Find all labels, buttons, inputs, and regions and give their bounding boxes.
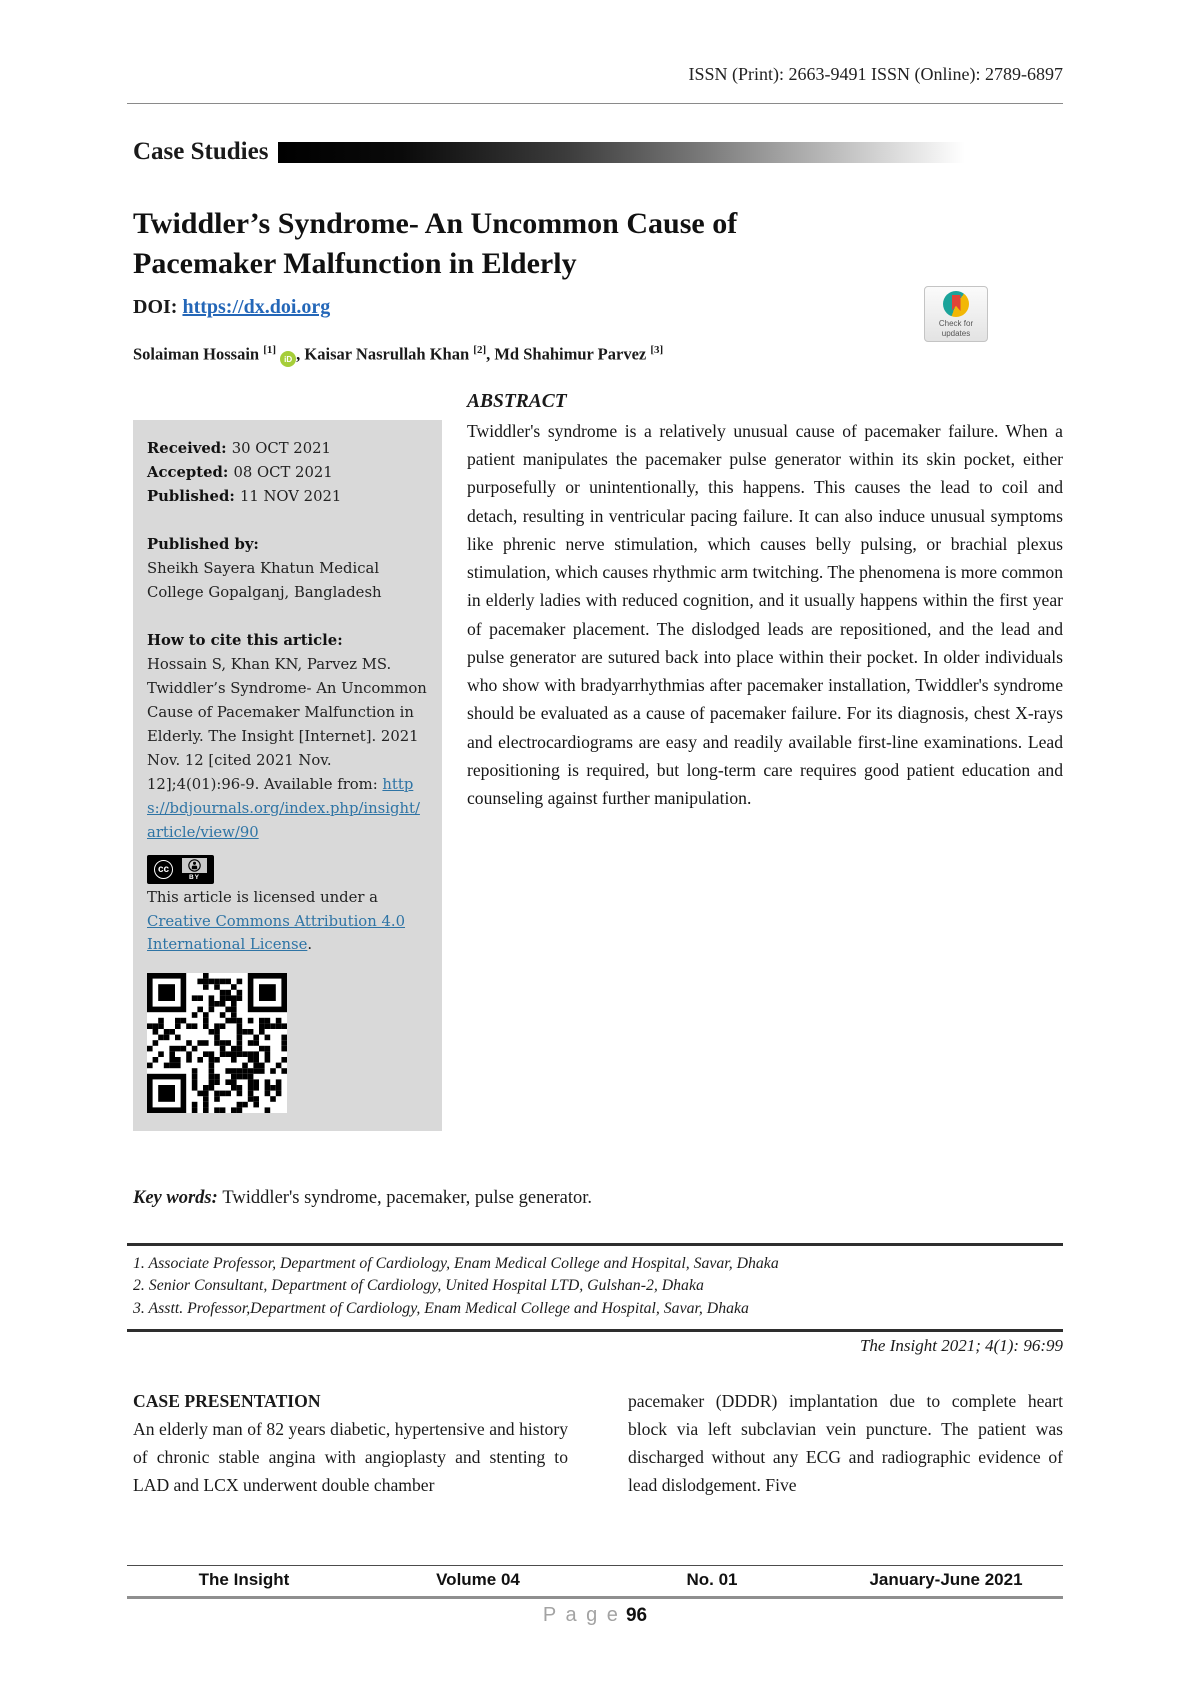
author-separator: , <box>296 344 305 364</box>
page-word: P a g e <box>542 1604 620 1626</box>
author-1-affiliation-mark: [1] <box>263 344 277 356</box>
abstract-section <box>467 391 1063 812</box>
footer-number: No. 01 <box>686 1570 738 1589</box>
published-by-value: Sheikh Sayera Khatun Medical College Gopalganj, Bangladesh <box>147 559 382 601</box>
license-statement: This article is licensed under a Creative Commons Attribution 4.0 International License. <box>147 888 405 954</box>
footer-volume: Volume 04 <box>436 1570 520 1589</box>
affiliation-2: 2. Senior Consultant, Department of Cardiology, United Hospital LTD, Gulshan-2, Dhaka <box>133 1277 704 1295</box>
crossmark-logo-icon <box>943 291 969 317</box>
how-to-cite-label: How to cite this article: <box>147 631 343 649</box>
author-list <box>133 344 663 367</box>
footer-issue-period: January-June 2021 <box>869 1570 1023 1589</box>
spacer <box>147 605 428 629</box>
case-right-text: pacemaker (DDDR) implantation due to complete heart block via left subclavian vein puncture. The patient was discharged without any ECG and radiographic evidence of lead dislodgement. Five <box>628 1391 1063 1496</box>
case-left-column <box>133 1387 568 1500</box>
gradient-bar <box>278 142 965 163</box>
keywords-line <box>133 1188 592 1209</box>
author-3-affiliation-mark: [3] <box>650 344 664 356</box>
article-title: Twiddler’s Syndrome- An Uncommon Cause of Pacemaker Malfunction in Elderly <box>133 207 738 280</box>
author-2-affiliation-mark: [2] <box>473 344 487 356</box>
doi-link[interactable]: https://dx.doi.org <box>182 296 331 318</box>
cc-icon: cc <box>154 860 173 879</box>
received-line: Received: 30 OCT 2021 <box>147 440 331 457</box>
journal-citation-line: The Insight 2021; 4(1): 96:99 <box>859 1336 1063 1355</box>
orcid-icon[interactable]: iD <box>280 351 296 367</box>
doi-label: DOI: <box>133 296 183 318</box>
case-left-text: An elderly man of 82 years diabetic, hypertensive and history of chronic stable angina with angioplasty and stenting to LAD and LCX underwent double chamber <box>133 1419 568 1496</box>
doi-line <box>133 296 330 319</box>
page-number-line <box>0 1604 1190 1627</box>
cc-person-icon <box>182 858 207 873</box>
header-divider <box>127 103 1063 104</box>
published-line: Published: 11 NOV 2021 <box>147 487 342 505</box>
license-link[interactable]: Creative Commons Attribution 4.0 International License <box>147 912 405 954</box>
author-separator: , <box>486 344 495 364</box>
article-meta-box <box>133 420 442 1131</box>
case-presentation-heading: CASE PRESENTATION <box>133 1391 321 1411</box>
keywords-label: Key words: <box>133 1188 223 1208</box>
issn-line: ISSN (Print): 2663-9491 ISSN (Online): 2789-6897 <box>688 64 1063 84</box>
citation-url-link[interactable]: https://bdjournals.org/index.php/insight/article/view/90 <box>147 775 420 841</box>
page-number: 96 <box>625 1605 648 1626</box>
author-1: Solaiman Hossain <box>133 344 264 364</box>
cc-by-badge <box>147 855 214 884</box>
section-label: Case Studies <box>133 138 269 165</box>
crossmark-label: Check for updates <box>938 319 974 338</box>
section-header <box>133 138 965 166</box>
page-footer <box>127 1565 1063 1599</box>
author-2: Kaisar Nasrullah Khan <box>304 344 474 364</box>
published-by-label: Published by: <box>147 535 259 553</box>
citation-text: Hossain S, Khan KN, Parvez MS. Twiddler’s Syndrome- An Uncommon Cause of Pacemaker Malfunction in Elderly. The Insight [Internet]. 2021 Nov. 12 [cited 2021 Nov. 12];4(01):96-9. Available from: https://bdjournals.org/index.php/insight/article/view/90 <box>147 655 427 841</box>
keywords-text: Twiddler's syndrome, pacemaker, pulse generator. <box>222 1188 593 1208</box>
qr-code <box>147 973 287 1113</box>
footer-journal: The Insight <box>198 1570 290 1589</box>
spacer <box>147 509 428 533</box>
abstract-heading: ABSTRACT <box>467 391 567 412</box>
cc-by-column <box>182 858 207 881</box>
cc-by-label: BY <box>188 873 201 881</box>
case-right-column <box>628 1387 1063 1500</box>
crossmark-badge[interactable] <box>924 286 988 342</box>
affiliation-1: 1. Associate Professor, Department of Cardiology, Enam Medical College and Hospital, Savar, Dhaka <box>133 1255 779 1272</box>
abstract-text: Twiddler's syndrome is a relatively unusual cause of pacemaker failure. When a patient manipulates the pacemaker pulse generator within its skin pocket, either purposefully or unintentionally, this happens. This causes the lead to coil and detach, resulting in ventricular pacing failure. It can also induce unusual symptoms like phrenic nerve stimulation, which causes belly pulsing, or brachial plexus stimulation, which causes rhythmic arm twitching. The phenomena is more common in elderly ladies with reduced cognition, and it usually happens within the first year of pacemaker placement. The dislodged leads are repositioned, and the lead and pulse generator are sutured back into place within their pocket. In older individuals who show with bradyarrhythmias after pacemaker installation, Twiddler's syndrome should be evaluated as a cause of pacemaker failure. For its diagnosis, chest X-rays and electrocardiograms are easy and readily available first-line examinations. Lead repositioning is required, but long-term care requires good patient education and counseling against further manipulation. <box>467 421 1063 809</box>
accepted-line: Accepted: 08 OCT 2021 <box>147 463 333 481</box>
affiliations-block <box>127 1243 1063 1332</box>
author-3: Md Shahimur Parvez <box>494 344 651 364</box>
main-content <box>133 391 1063 1131</box>
affiliation-3: 3. Asstt. Professor,Department of Cardiology, Enam Medical College and Hospital, Savar, Dhaka <box>133 1299 749 1317</box>
case-presentation-section <box>133 1387 1063 1500</box>
